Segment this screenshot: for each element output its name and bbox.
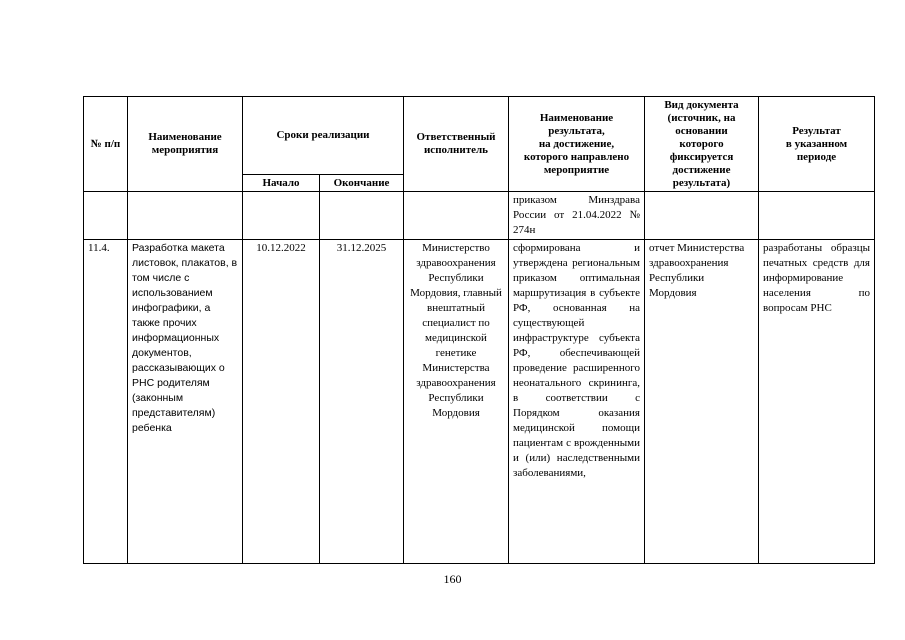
- cont-num: [84, 192, 128, 240]
- row-result-cell: [759, 240, 875, 564]
- row-end-cell: [320, 240, 404, 564]
- row-num-cell: [84, 240, 128, 564]
- row-result: разработаны образцы печатных средств для информирование населения по вопросам РНС: [763, 242, 870, 314]
- table-row: [84, 240, 875, 564]
- header-start: Начало: [243, 175, 320, 192]
- row-doc-type-cell: [645, 240, 759, 564]
- header-end: Окончание: [320, 175, 404, 192]
- header-name: Наименование мероприятия: [128, 97, 243, 192]
- row-name: Разработка макета листовок, плакатов, в том числе с использованием инфографики, а также прочих информационных документов, рассказывающих о РНС родителям (законным представителям) ребенка: [132, 242, 238, 434]
- row-doc-type: отчет Министерства здравоохранения Республики Мордовия: [649, 242, 745, 299]
- cont-start: [243, 192, 320, 240]
- page-number: 160: [443, 572, 462, 586]
- row-name-cell: [128, 240, 243, 564]
- row-responsible-cell: [404, 240, 509, 564]
- continuation-row: [84, 192, 875, 240]
- header-result-name: Наименование результата, на достижение, которого направлено мероприятие: [509, 97, 645, 192]
- row-start: 10.12.2022: [256, 242, 306, 254]
- row-num: 11.4.: [88, 242, 110, 254]
- cont-name: [128, 192, 243, 240]
- header-responsible: Ответственный исполнитель: [404, 97, 509, 192]
- header-doc-type: Вид документа (источник, на основании которого фиксируется достижение результата): [645, 97, 759, 192]
- cont-result-name-text: приказом Минздрава России от 21.04.2022 № 274н: [513, 194, 640, 236]
- header-num: № п/п: [84, 97, 128, 192]
- plan-table: [83, 96, 875, 564]
- header-result: Результат в указанном периоде: [759, 97, 875, 192]
- row-end: 31.12.2025: [336, 242, 387, 254]
- cont-result: [759, 192, 875, 240]
- cont-result-name: [509, 192, 645, 240]
- header-terms: Сроки реализации: [243, 97, 404, 175]
- row-result-name: сформирована и утверждена региональным приказом оптимальная маршрутизация в субъекте РФ, основанная на существующей инфраструктуре субъекта РФ, обеспечивающей проведение расширенного неонатального скрининга, в соответствии с Порядком оказания медицинской помощи пациентам с врожденными и (или) наследственными заболеваниями,: [513, 242, 640, 479]
- cont-responsible: [404, 192, 509, 240]
- row-responsible: Министерство здравоохранения Республики Мордовия, главный внештатный специалист по медицинской генетике Министерства здравоохранения Республики Мордовия: [410, 242, 502, 419]
- cont-doc-type: [645, 192, 759, 240]
- row-start-cell: [243, 240, 320, 564]
- cont-end: [320, 192, 404, 240]
- row-result-name-cell: [509, 240, 645, 564]
